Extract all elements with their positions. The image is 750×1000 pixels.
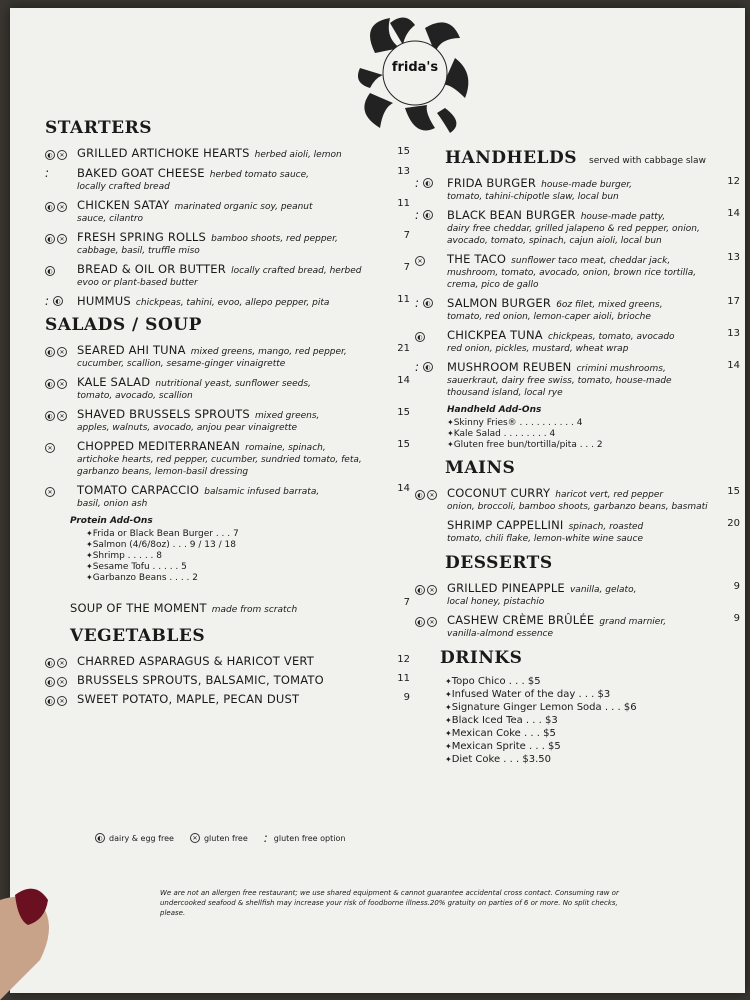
menu-item bbox=[45, 692, 410, 706]
item-desc: bamboo shoots, red pepper, bbox=[211, 234, 338, 244]
diet-icons bbox=[45, 379, 77, 389]
diet-icons bbox=[45, 443, 77, 453]
item-name: CHOPPED MEDITERRANEAN bbox=[77, 439, 241, 453]
dairy-free-icon: ◐ bbox=[423, 178, 433, 188]
drink-item: ✦ Black Iced Tea . . . $3 bbox=[445, 715, 740, 726]
item-name: BAKED GOAT CHEESE bbox=[77, 166, 205, 180]
menu-paper bbox=[10, 8, 745, 993]
item-desc-cont: apples, walnuts, avocado, anjou pear vinaigrette bbox=[77, 423, 298, 433]
item-desc-cont: mushroom, tomato, avocado, onion, brown rice tortilla, crema, pico de gallo bbox=[447, 268, 697, 290]
diet-icons bbox=[415, 585, 447, 595]
menu-item bbox=[45, 230, 410, 257]
menu-item bbox=[45, 343, 410, 370]
gluten-free-icon: ✕ bbox=[415, 256, 425, 266]
item-desc-cont: onion, broccoli, bamboo shoots, garbanzo beans, basmati bbox=[447, 502, 708, 512]
mains-title: MAINS bbox=[445, 458, 516, 478]
dairy-free-icon: ◐ bbox=[45, 677, 55, 687]
diet-icons bbox=[415, 332, 447, 342]
gluten-free-icon: ✕ bbox=[57, 411, 67, 421]
item-name: CASHEW CRÈME BRÛLÉE bbox=[447, 613, 595, 627]
item-price: 14 bbox=[397, 483, 410, 494]
item-price: 11 bbox=[397, 673, 410, 684]
item-price: 17 bbox=[727, 296, 740, 307]
item-desc: mixed greens, bbox=[254, 411, 320, 421]
menu-item bbox=[45, 198, 410, 225]
gluten-free-icon: ✕ bbox=[57, 658, 67, 668]
item-price: 7 bbox=[403, 262, 410, 273]
item-desc: house-made patty, bbox=[580, 212, 666, 222]
item-desc-cont: basil, onion ash bbox=[77, 499, 148, 509]
diet-icons bbox=[45, 234, 77, 244]
item-name: CHICKEN SATAY bbox=[77, 198, 170, 212]
item-price: 9 bbox=[733, 613, 740, 624]
desserts-list bbox=[415, 581, 740, 640]
dairy-free-icon: ◐ bbox=[45, 696, 55, 706]
dairy-free-icon: ◐ bbox=[415, 585, 425, 595]
dairy-free-icon: ◐ bbox=[423, 298, 433, 308]
item-desc: herbed aioli, lemon bbox=[254, 150, 342, 160]
diet-icons bbox=[45, 166, 77, 180]
item-desc-cont: tomato, avocado, scallion bbox=[77, 391, 193, 401]
addon-item: ✦ Kale Salad . . . . . . . . 4 bbox=[447, 429, 740, 439]
item-desc-cont: cabbage, basil, truffle miso bbox=[77, 246, 200, 256]
item-name: SALMON BURGER bbox=[447, 296, 552, 310]
item-name: GRILLED PINEAPPLE bbox=[447, 581, 565, 595]
diet-icons bbox=[45, 150, 77, 160]
item-price: 12 bbox=[727, 176, 740, 187]
gluten-free-icon: ✕ bbox=[427, 585, 437, 595]
diet-icons bbox=[45, 487, 77, 497]
vegetables-title: VEGETABLES bbox=[70, 626, 206, 646]
item-name: HUMMUS bbox=[77, 294, 131, 308]
gluten-free-option-icon: : bbox=[263, 831, 268, 845]
drink-item: ✦ Mexican Coke . . . $5 bbox=[445, 728, 740, 739]
item-desc: marinated organic soy, peanut bbox=[174, 202, 313, 212]
gluten-free-option-icon: : bbox=[415, 360, 420, 374]
addon-item: ✦ Frida or Black Bean Burger . . . 7 bbox=[86, 529, 410, 539]
item-desc: chickpeas, tahini, evoo, allepo pepper, pita bbox=[135, 298, 330, 308]
menu-item bbox=[45, 146, 410, 161]
item-name: GRILLED ARTICHOKE HEARTS bbox=[77, 146, 250, 160]
gluten-free-icon: ✕ bbox=[57, 677, 67, 687]
item-price: 13 bbox=[727, 328, 740, 339]
gluten-free-option-icon: : bbox=[45, 166, 50, 180]
gluten-free-option-icon: : bbox=[45, 294, 50, 308]
diet-icons bbox=[45, 202, 77, 212]
addon-item: ✦ Gluten free bun/tortilla/pita . . . 2 bbox=[447, 440, 740, 450]
item-desc: sunflower taco meat, cheddar jack, bbox=[511, 256, 671, 266]
menu-item bbox=[45, 166, 410, 193]
gluten-free-icon: ✕ bbox=[57, 347, 67, 357]
item-price: 15 bbox=[727, 486, 740, 497]
gluten-free-option-icon: : bbox=[415, 176, 420, 190]
item-desc: haricot vert, red pepper bbox=[555, 490, 664, 500]
handheld-addons-title: Handheld Add-Ons bbox=[447, 405, 542, 415]
item-name: FRIDA BURGER bbox=[447, 176, 537, 190]
diet-icons bbox=[45, 658, 77, 668]
dairy-free-icon: ◐ bbox=[45, 379, 55, 389]
item-price: 9 bbox=[733, 581, 740, 592]
addon-item: ✦ Garbanzo Beans . . . . 2 bbox=[86, 573, 410, 583]
item-desc-cont: sauce, cilantro bbox=[77, 214, 144, 224]
item-name: MUSHROOM REUBEN bbox=[447, 360, 572, 374]
addon-item: ✦ Sesame Tofu . . . . . 5 bbox=[86, 562, 410, 572]
drink-item: ✦ Diet Coke . . . $3.50 bbox=[445, 754, 740, 765]
item-desc-cont: locally crafted bread bbox=[77, 182, 170, 192]
item-price: 20 bbox=[727, 518, 740, 529]
fingernail bbox=[0, 880, 70, 1000]
item-desc-cont: artichoke hearts, red pepper, cucumber, sundried tomato, feta, garbanzo beans, lemon-basil dressing bbox=[77, 455, 362, 477]
diet-icons bbox=[45, 296, 77, 306]
starters-title: STARTERS bbox=[45, 118, 153, 138]
logo-text: frida's bbox=[391, 60, 439, 75]
item-desc-cont: cucumber, scallion, sesame-ginger vinaigrette bbox=[77, 359, 286, 369]
item-name: BREAD & OIL OR BUTTER bbox=[77, 262, 226, 276]
item-price: 14 bbox=[727, 208, 740, 219]
legend-df: ◐ dairy & egg free bbox=[95, 833, 174, 843]
item-price: 11 bbox=[397, 294, 410, 305]
drinks-title: DRINKS bbox=[440, 648, 523, 668]
item-desc-cont: dairy free cheddar, grilled jalapeno & red pepper, onion, avocado, tomato, spinach, cajun aioli, local bun bbox=[447, 224, 700, 246]
menu-item bbox=[45, 483, 410, 510]
menu-item bbox=[415, 176, 740, 203]
item-price: 13 bbox=[397, 166, 410, 177]
item-desc-cont: vanilla-almond essence bbox=[447, 629, 554, 639]
item-desc: nutritional yeast, sunflower seeds, bbox=[155, 379, 311, 389]
gluten-free-icon: ✕ bbox=[57, 234, 67, 244]
item-desc-cont: tomato, red onion, lemon-caper aioli, brioche bbox=[447, 312, 651, 322]
gluten-free-icon: ✕ bbox=[45, 487, 55, 497]
dairy-free-icon: ◐ bbox=[45, 150, 55, 160]
menu-item bbox=[45, 673, 410, 687]
item-desc: romaine, spinach, bbox=[245, 443, 326, 453]
handhelds-title: HANDHELDS served with cabbage slaw bbox=[445, 148, 706, 168]
diet-icons bbox=[415, 490, 447, 500]
dairy-free-icon: ◐ bbox=[415, 332, 425, 342]
dairy-free-icon: ◐ bbox=[45, 411, 55, 421]
item-name: CHICKPEA TUNA bbox=[447, 328, 543, 342]
item-price: 14 bbox=[727, 360, 740, 371]
diet-icons bbox=[45, 266, 77, 276]
dairy-free-icon: ◐ bbox=[45, 658, 55, 668]
dairy-free-icon: ◐ bbox=[423, 362, 433, 372]
handheld-addons bbox=[447, 405, 740, 450]
menu-item bbox=[45, 654, 410, 668]
diet-icons bbox=[45, 347, 77, 357]
item-desc-cont: tomato, chili flake, lemon-white wine sauce bbox=[447, 534, 644, 544]
addon-item: ✦ Salmon (4/6/8oz) . . . 9 / 13 / 18 bbox=[86, 540, 410, 550]
dairy-free-icon: ◐ bbox=[95, 833, 105, 843]
menu-item bbox=[415, 486, 740, 513]
dairy-free-icon: ◐ bbox=[45, 234, 55, 244]
dairy-free-icon: ◐ bbox=[53, 296, 63, 306]
item-desc-cont: red onion, pickles, mustard, wheat wrap bbox=[447, 344, 629, 354]
dairy-free-icon: ◐ bbox=[423, 210, 433, 220]
item-desc-cont: evoo or plant-based butter bbox=[77, 278, 198, 288]
menu-item bbox=[415, 581, 740, 608]
salads-title: SALADS / SOUP bbox=[45, 315, 202, 335]
gluten-free-icon: ✕ bbox=[57, 696, 67, 706]
legend-gfo: : gluten free option bbox=[263, 831, 346, 845]
item-desc: spinach, roasted bbox=[568, 522, 644, 532]
drink-item: ✦ Topo Chico . . . $5 bbox=[445, 676, 740, 687]
item-desc: chickpeas, tomato, avocado bbox=[547, 332, 675, 342]
desserts-title: DESSERTS bbox=[445, 553, 553, 573]
item-name: SHAVED BRUSSELS SPROUTS bbox=[77, 407, 250, 421]
gluten-free-icon: ✕ bbox=[57, 379, 67, 389]
soup-name: SOUP OF THE MOMENT bbox=[70, 601, 207, 615]
protein-addons-title: Protein Add-Ons bbox=[70, 516, 153, 526]
legend-gf: ✕ gluten free bbox=[190, 833, 248, 843]
dairy-free-icon: ◐ bbox=[45, 202, 55, 212]
gluten-free-icon: ✕ bbox=[190, 833, 200, 843]
item-desc: locally crafted bread, herbed bbox=[231, 266, 362, 276]
allergen-disclaimer: We are not an allergen free restaurant; we use shared equipment & cannot guarantee accidental cross contact. Consuming raw or undercooked seafood & shellfish may increase your risk of foodborne illness.20% gratuity on parties of 6 or more. No split checks, please. bbox=[160, 889, 619, 917]
item-desc: mixed greens, mango, red pepper, bbox=[190, 347, 347, 357]
gluten-free-icon: ✕ bbox=[427, 490, 437, 500]
gluten-free-icon: ✕ bbox=[427, 617, 437, 627]
addon-item: ✦ Skinny Fries® . . . . . . . . . . 4 bbox=[447, 418, 740, 428]
dairy-free-icon: ◐ bbox=[415, 490, 425, 500]
item-price: 21 bbox=[397, 343, 410, 354]
item-desc-cont: tomato, tahini-chipotle slaw, local bun bbox=[447, 192, 619, 202]
right-column bbox=[415, 148, 740, 767]
item-desc: house-made burger, bbox=[541, 180, 633, 190]
menu-item bbox=[415, 613, 740, 640]
item-desc: grand marnier, bbox=[599, 617, 667, 627]
drink-item: ✦ Mexican Sprite . . . $5 bbox=[445, 741, 740, 752]
starters-list bbox=[45, 146, 410, 309]
menu-item bbox=[415, 328, 740, 355]
dairy-free-icon: ◐ bbox=[415, 617, 425, 627]
item-name: SEARED AHI TUNA bbox=[77, 343, 186, 357]
dietary-legend bbox=[95, 833, 345, 843]
item-name: COCONUT CURRY bbox=[447, 486, 551, 500]
dairy-free-icon: ◐ bbox=[45, 347, 55, 357]
handhelds-note: served with cabbage slaw bbox=[589, 156, 706, 166]
menu-item bbox=[45, 294, 410, 309]
item-name: SHRIMP CAPPELLINI bbox=[447, 518, 564, 532]
item-name: SWEET POTATO, MAPLE, PECAN DUST bbox=[77, 692, 300, 706]
protein-addons bbox=[70, 516, 410, 583]
handhelds-list bbox=[415, 176, 740, 399]
item-name: BLACK BEAN BURGER bbox=[447, 208, 576, 222]
menu-item bbox=[415, 296, 740, 323]
soup-desc: made from scratch bbox=[211, 605, 298, 615]
item-price: 13 bbox=[727, 252, 740, 263]
diet-icons bbox=[415, 210, 447, 220]
soup-of-the-moment bbox=[70, 597, 410, 616]
item-desc-cont: local honey, pistachio bbox=[447, 597, 545, 607]
menu-item bbox=[45, 375, 410, 402]
item-name: KALE SALAD bbox=[77, 375, 151, 389]
item-price: 15 bbox=[397, 146, 410, 157]
mains-list bbox=[415, 486, 740, 545]
diet-icons bbox=[45, 411, 77, 421]
item-desc: herbed tomato sauce, bbox=[209, 170, 309, 180]
item-price: 11 bbox=[397, 198, 410, 209]
drinks-list bbox=[440, 676, 740, 765]
menu-item bbox=[45, 407, 410, 434]
item-name: CHARRED ASPARAGUS & HARICOT VERT bbox=[77, 654, 315, 668]
gluten-free-option-icon: : bbox=[415, 208, 420, 222]
addon-item: ✦ Shrimp . . . . . 8 bbox=[86, 551, 410, 561]
item-price: 14 bbox=[397, 375, 410, 386]
item-desc: balsamic infused barrata, bbox=[204, 487, 320, 497]
vegetables-list bbox=[45, 654, 410, 706]
item-price: 7 bbox=[403, 230, 410, 241]
salads-list bbox=[45, 343, 410, 510]
item-price: 9 bbox=[403, 692, 410, 703]
item-name: TOMATO CARPACCIO bbox=[77, 483, 200, 497]
item-desc: vanilla, gelato, bbox=[569, 585, 637, 595]
item-desc: crimini mushrooms, bbox=[576, 364, 666, 374]
menu-item bbox=[415, 252, 740, 291]
diet-icons bbox=[415, 362, 447, 372]
gluten-free-icon: ✕ bbox=[57, 150, 67, 160]
dairy-free-icon: ◐ bbox=[45, 266, 55, 276]
gluten-free-option-icon: : bbox=[415, 296, 420, 310]
diet-icons bbox=[415, 256, 447, 266]
diet-icons bbox=[415, 178, 447, 188]
gluten-free-icon: ✕ bbox=[45, 443, 55, 453]
item-price: 15 bbox=[397, 407, 410, 418]
menu-item bbox=[415, 208, 740, 247]
item-price: 12 bbox=[397, 654, 410, 665]
diet-icons bbox=[45, 677, 77, 687]
item-desc-cont: sauerkraut, dairy free swiss, tomato, house-made thousand island, local rye bbox=[447, 376, 672, 398]
diet-icons bbox=[45, 696, 77, 706]
soup-price: 7 bbox=[403, 597, 410, 608]
item-name: THE TACO bbox=[447, 252, 507, 266]
item-desc: 6oz filet, mixed greens, bbox=[556, 300, 663, 310]
item-name: BRUSSELS SPROUTS, BALSAMIC, TOMATO bbox=[77, 673, 324, 687]
left-column bbox=[45, 118, 410, 711]
diet-icons bbox=[415, 617, 447, 627]
menu-item bbox=[415, 518, 740, 545]
menu-item bbox=[45, 439, 410, 478]
drink-item: ✦ Signature Ginger Lemon Soda . . . $6 bbox=[445, 702, 740, 713]
menu-item bbox=[45, 262, 410, 289]
menu-item bbox=[415, 360, 740, 399]
diet-icons bbox=[415, 298, 447, 308]
item-price: 15 bbox=[397, 439, 410, 450]
item-name: FRESH SPRING ROLLS bbox=[77, 230, 207, 244]
gluten-free-icon: ✕ bbox=[57, 202, 67, 212]
drink-item: ✦ Infused Water of the day . . . $3 bbox=[445, 689, 740, 700]
